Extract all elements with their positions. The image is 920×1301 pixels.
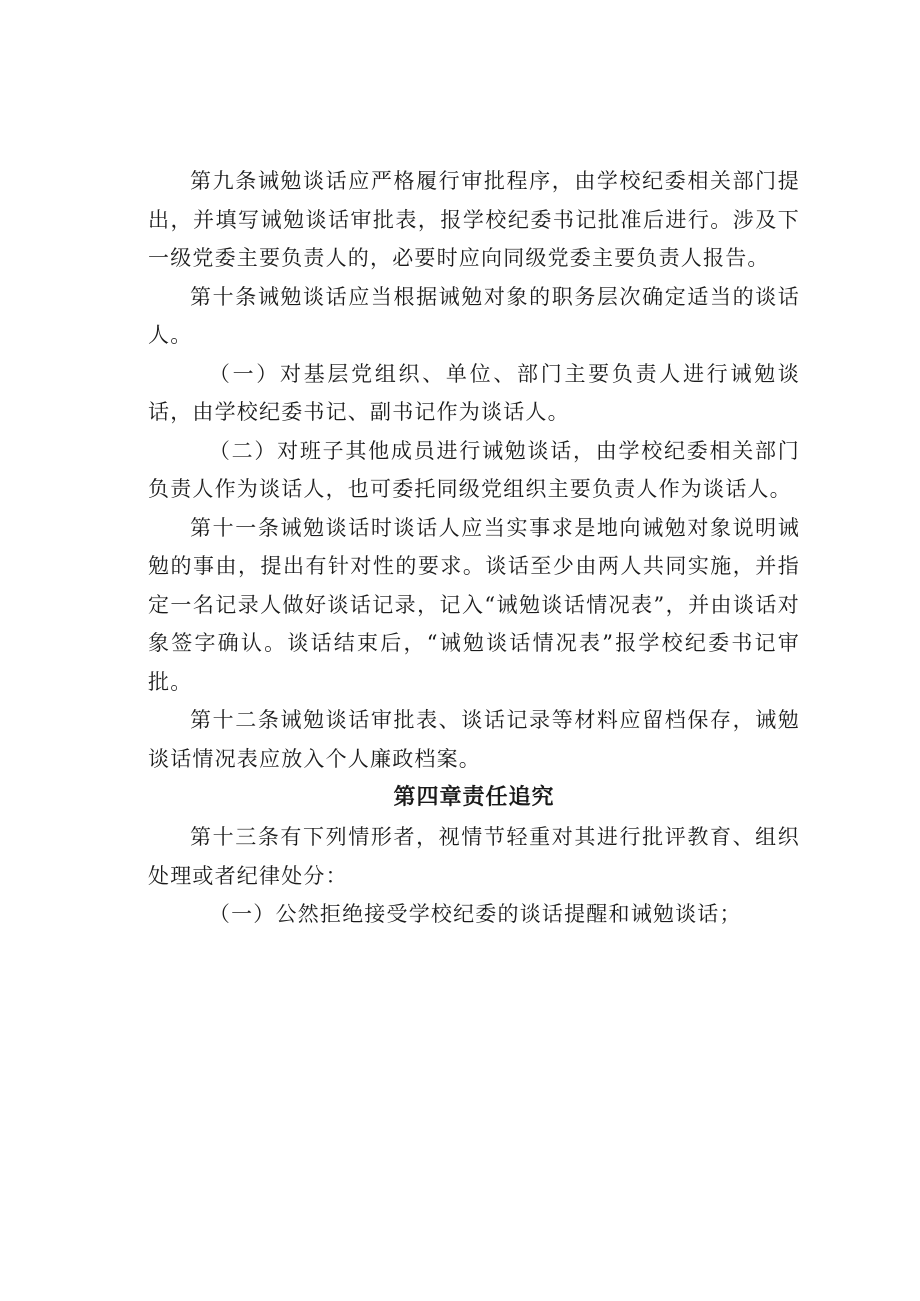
article-13-paragraph: 第十三条有下列情形者，视情节轻重对其进行批评教育、组织处理或者纪律处分： [148,825,800,888]
article-12-paragraph: 第十二条诫勉谈话审批表、谈话记录等材料应留档保存，诫勉谈话情况表应放入个人廉政档案。 [148,708,800,771]
article-10-item-2: （二）对班子其他成员进行诫勉谈话，由学校纪委相关部门负责人作为谈话人，也可委托同级党组织主要负责人作为谈话人。 [148,438,800,501]
article-9-paragraph: 第九条诫勉谈话应严格履行审批程序，由学校纪委相关部门提出，并填写诫勉谈话审批表，报学校纪委书记批准后进行。涉及下一级党委主要负责人的，必要时应向同级党委主要负责人报告。 [148,169,800,270]
article-10-item-1: （一）对基层党组织、单位、部门主要负责人进行诫勉谈话，由学校纪委书记、副书记作为谈话人。 [148,361,800,424]
article-13-item-1: （一）公然拒绝接受学校纪委的谈话提醒和诫勉谈话； [208,902,742,926]
article-11-paragraph: 第十一条诫勉谈话时谈话人应当实事求是地向诫勉对象说明诫勉的事由，提出有针对性的要求。谈话至少由两人共同实施，并指定一名记录人做好谈话记录，记入“诫勉谈话情况表”，并由谈话对象签字确认。谈话结束后，“诫勉谈话情况表”报学校纪委书记审批。 [148,515,800,694]
chapter-heading: 第四章责任追究 [393,785,555,810]
article-10-paragraph: 第十条诫勉谈话应当根据诫勉对象的职务层次确定适当的谈话人。 [148,284,800,347]
document-body [148,162,800,934]
